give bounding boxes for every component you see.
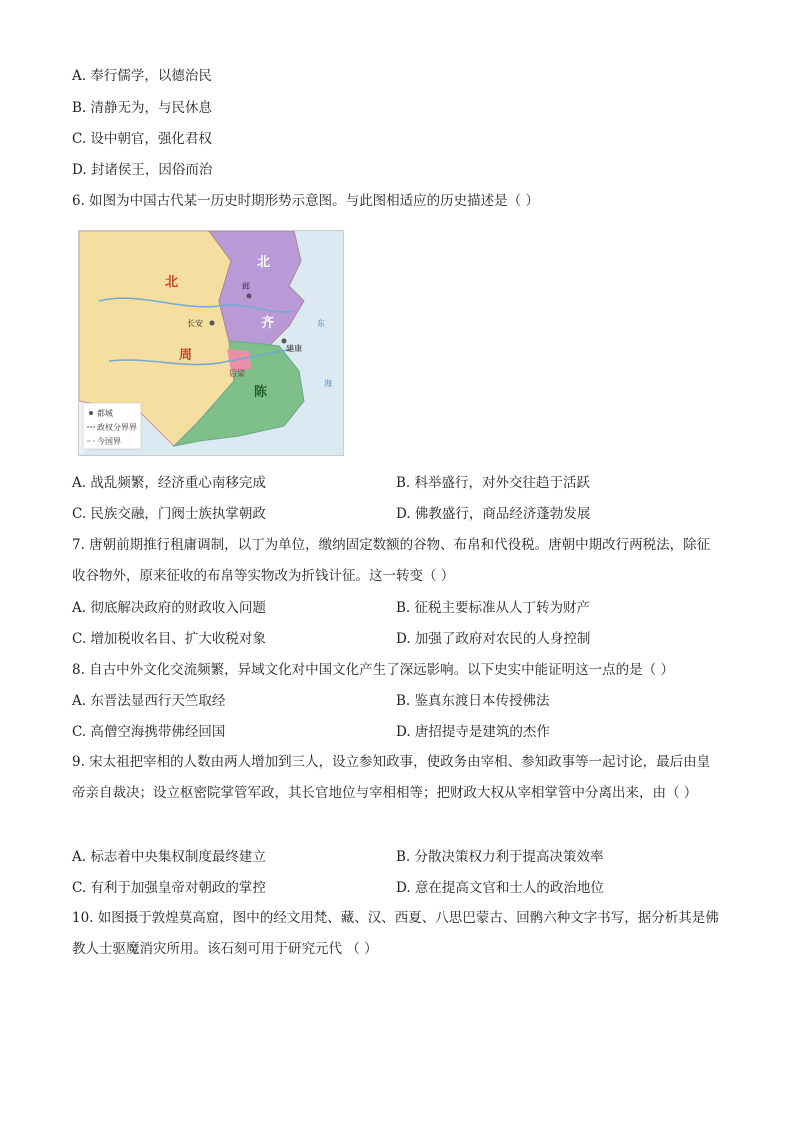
q6-stem: 6. 如图为中国古代某一历史时期形势示意图。与此图相适应的历史描述是（ ） [72, 193, 539, 209]
q5-option-d: D. 封诸侯王，因俗而治 [72, 162, 213, 178]
legend-border: 今国界 [97, 437, 121, 446]
legend-boundary: 政权分界界 [97, 423, 137, 432]
q6-option-c: C. 民族交融，门阀士族执掌朝政 [72, 506, 266, 522]
q7-option-d: D. 加强了政府对农民的人身控制 [396, 631, 591, 647]
ye-marker [247, 294, 252, 299]
label-chen: 陈 [254, 385, 268, 400]
legend-capital: 都城 [97, 409, 113, 418]
q5-option-a: A. 奉行儒学，以德治民 [72, 68, 212, 84]
map-graphic [79, 231, 343, 455]
q8-option-d: D. 唐招提寺是建筑的杰作 [396, 724, 550, 740]
jiankang-marker [282, 339, 287, 344]
q8-option-a: A. 东晋法显西行天竺取经 [72, 693, 226, 709]
historical-map [78, 230, 344, 456]
q7-stem: 7. 唐朝前期推行租庸调制，以丁为单位，缴纳固定数额的谷物、布帛和代役税。唐朝中期改行两税法，除征收谷物外，原来征收的布帛等实物改为折钱计征。这一转变（ ） [72, 537, 711, 584]
q7-option-c: C. 增加税收名目、扩大收税对象 [72, 631, 266, 647]
q8-stem: 8. 自古中外文化交流频繁，异域文化对中国文化产生了深远影响。以下史实中能证明这一点的是（ ） [72, 662, 674, 678]
label-later-liang: 后梁 [229, 369, 245, 378]
label-ye: 邺 [242, 282, 250, 291]
label-north-qi-1: 北 [257, 255, 271, 270]
label-north-qi-2: 齐 [261, 316, 275, 331]
q9-option-d: D. 意在提高文官和士人的政治地位 [396, 880, 604, 896]
q10-stem: 10. 如图摄于敦煌莫高窟，图中的经文用梵、藏、汉、西夏、八思巴蒙古、回鹘六种文字书写，据分析其是佛教人士驱魔消灾所用。该石刻可用于研究元代 （ ） [72, 910, 719, 957]
q6-option-a: A. 战乱频繁，经济重心南移完成 [72, 475, 266, 491]
label-jiankang: 建康 [286, 344, 302, 353]
changan-marker [210, 321, 215, 326]
label-changan: 长安 [187, 319, 203, 328]
q7-option-b: B. 征税主要标准从人丁转为财产 [396, 600, 591, 616]
label-sea-2: 海 [324, 379, 332, 388]
legend-capital-icon [89, 411, 93, 415]
q7-option-a: A. 彻底解决政府的财政收入问题 [72, 600, 266, 616]
q5-option-c: C. 设中朝官，强化君权 [72, 131, 212, 147]
q9-option-b: B. 分散决策权力利于提高决策效率 [396, 849, 604, 865]
q9-option-a: A. 标志着中央集权制度最终建立 [72, 849, 266, 865]
q9-stem: 9. 宋太祖把宰相的人数由两人增加到三人，设立参知政事，使政务由宰相、参知政事等一起讨论，最后由皇帝亲自裁决；设立枢密院掌管军政，其长官地位与宰相相等；把财政大权从宰相掌管中分离出来，由（ ） [72, 754, 711, 801]
label-sea-1: 东 [317, 319, 325, 328]
q6-option-d: D. 佛教盛行，商品经济蓬勃发展 [396, 506, 591, 522]
q8-option-b: B. 鉴真东渡日本传授佛法 [396, 693, 550, 709]
q9-option-c: C. 有利于加强皇帝对朝政的掌控 [72, 880, 266, 896]
label-north-zhou-2: 周 [179, 348, 193, 363]
q6-option-b: B. 科举盛行，对外交往趋于活跃 [396, 475, 591, 491]
q8-option-c: C. 高僧空海携带佛经回国 [72, 724, 226, 740]
label-north-zhou-1: 北 [165, 275, 179, 290]
q5-option-b: B. 清静无为，与民休息 [72, 100, 213, 116]
